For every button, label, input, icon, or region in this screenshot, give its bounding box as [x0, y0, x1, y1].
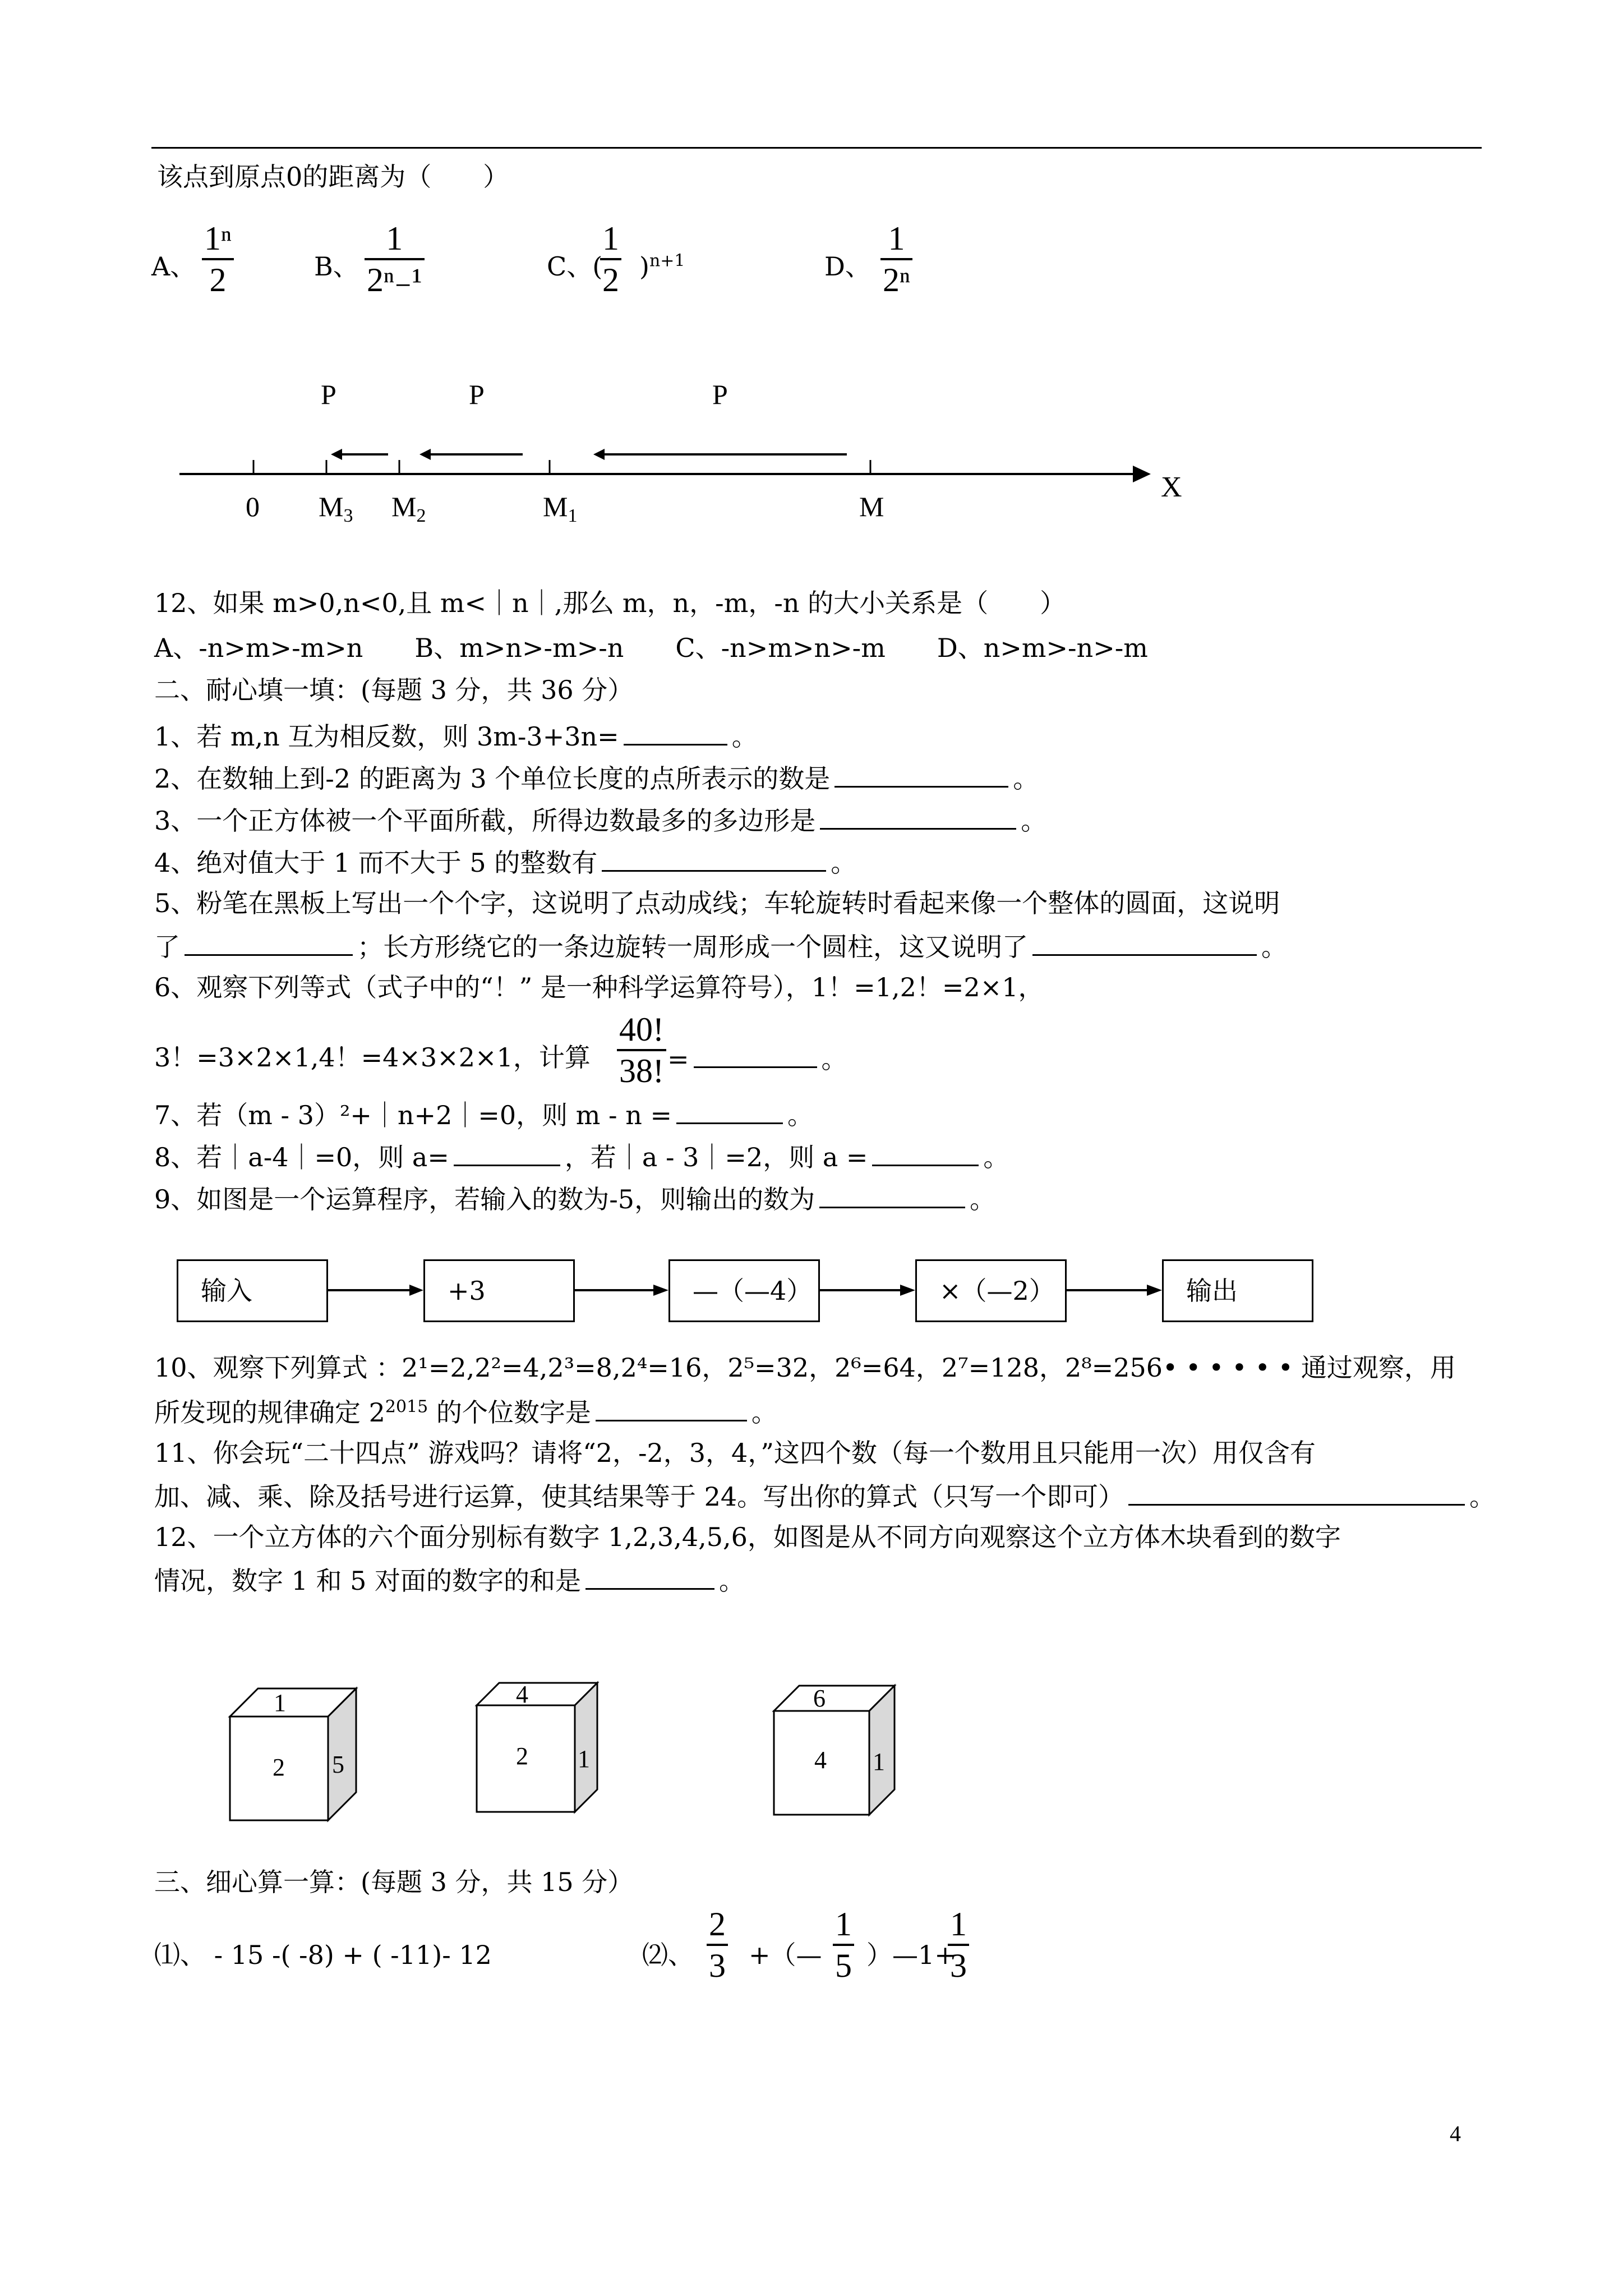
- answer-blank-2[interactable]: [834, 760, 1008, 788]
- answer-blank-5a[interactable]: [185, 928, 353, 956]
- answer-blank-8b[interactable]: [872, 1139, 979, 1166]
- s2-q8: 8、若｜a-4｜=0，则 a= ，若｜a - 3｜=2，则 a = 。: [154, 1139, 1009, 1174]
- cube-3-top-label: 6: [813, 1685, 826, 1712]
- s2-q10-line1: 10、观察下列算式 ：2¹=2,2²=4,2³=8,2⁴=16，2⁵=32，2⁶=64，2⁷=128，2⁸=256••••••通过观察，用: [154, 1352, 1456, 1383]
- option-b: B、: [314, 251, 359, 282]
- tick-label-m2: $M_2$: [391, 491, 426, 526]
- s3-p2-frac3: $\frac{1}{3}$: [948, 1904, 969, 1985]
- cube-1-front-label: 2: [273, 1754, 285, 1781]
- move-arrowhead-1: [331, 449, 342, 460]
- p-label-2: P: [469, 379, 485, 410]
- cubes-figure: [213, 1677, 1110, 1846]
- s2-q12-line1: 12、一个立方体的六个面分别标有数字 1,2,3,4,5,6，如图是从不同方向观察这个立方体木块看到的数字: [154, 1522, 1341, 1552]
- section3-title: 三、细心算一算：(每题 3 分，共 15 分）: [154, 1867, 634, 1897]
- tick-label-m3: $M_3$: [319, 491, 353, 526]
- option-a-fraction: $\frac{\text{1ⁿ}}{2}$: [202, 219, 234, 300]
- cube-2: [477, 1681, 597, 1812]
- cube-1-top-label: 1: [274, 1689, 286, 1717]
- cube-1: [230, 1688, 356, 1820]
- cube-2-side-label: 1: [578, 1745, 590, 1773]
- s2-q11-line1: 11、你会玩“二十四点” 游戏吗？请将“2，-2，3，4，”这四个数（每一个数用且只能用一次）用仅含有: [154, 1438, 1316, 1468]
- tick-label-0: 0: [246, 491, 260, 522]
- answer-blank-9[interactable]: [819, 1181, 965, 1208]
- flow-box-times-neg2: ×（—2）: [915, 1259, 1067, 1322]
- s2-q2: 2、在数轴上到-2 的距离为 3 个单位长度的点所表示的数是 。: [154, 760, 1039, 795]
- option-b-fraction: $\frac{1}{\text{2ⁿ₋¹}}$: [365, 219, 425, 300]
- q12-stem: 12、如果 m>0,n<0,且 m<｜n｜,那么 m，n，-m，-n 的大小关系是（ ）: [154, 588, 1066, 618]
- answer-blank-12[interactable]: [585, 1562, 714, 1590]
- s3-p2-frac1: $\frac{2}{3}$: [707, 1904, 728, 1985]
- flow-box-plus3: +3: [423, 1259, 575, 1322]
- axis-arrowhead: [1133, 466, 1151, 482]
- section2-title: 二、耐心填一填：(每题 3 分，共 36 分）: [154, 675, 634, 705]
- s2-q11-line2: 加、减、乘、除及括号进行运算，使其结果等于 24。写出你的算式（只写一个即可） 。: [154, 1478, 1495, 1513]
- option-c-tail: )$^{n+1}$: [639, 251, 685, 282]
- s2-q5-line2: 了 ；长方形绕它的一条边旋转一周形成一个圆柱，这又说明了 。: [154, 928, 1287, 964]
- s2-q10-line2: 所发现的规律确定 $2^{2015}$ 的个位数字是 。: [154, 1394, 777, 1429]
- answer-blank-10[interactable]: [596, 1394, 747, 1421]
- option-c-fraction: $\frac{1}{2}$: [600, 219, 621, 300]
- cube-3: [774, 1685, 895, 1815]
- q12-options: A、-n>m>-m>n B、m>n>-m>-n C、-n>m>n>-m D、n>m>-n>-m: [154, 633, 1148, 663]
- s2-q4: 4、绝对值大于 1 而不大于 5 的整数有 。: [154, 844, 856, 880]
- answer-blank-5b[interactable]: [1032, 928, 1257, 956]
- move-arrowhead-3: [593, 449, 605, 460]
- q11-stem: 该点到原点0的距离为（ ）: [157, 162, 509, 192]
- option-a: A、: [151, 251, 196, 282]
- axis-x-label: X: [1161, 471, 1182, 503]
- option-d-fraction: $\frac{1}{\text{2ⁿ}}$: [880, 219, 912, 300]
- answer-blank-3[interactable]: [820, 802, 1016, 830]
- p-label-3: P: [712, 379, 728, 410]
- flow-box-input: 输入: [177, 1259, 328, 1322]
- q6-fraction: $\frac{40!}{38!}$: [617, 1010, 666, 1091]
- page-number: 4: [1450, 2121, 1461, 2146]
- s2-q3: 3、一个正方体被一个平面所截，所得边数最多的多边形是 。: [154, 802, 1046, 838]
- answer-blank-7[interactable]: [676, 1097, 783, 1124]
- s2-q6-line1: 6、观察下列等式（式子中的“！” 是一种科学运算符号），1！=1,2！=2×1，: [154, 972, 1044, 1002]
- cube-2-front-label: 2: [516, 1742, 528, 1770]
- cube-1-side-label: 5: [332, 1751, 344, 1778]
- s2-q12-line2: 情况，数字 1 和 5 对面的数字的和是 。: [154, 1562, 745, 1598]
- flow-box-minus-neg4: —（—4）: [668, 1259, 820, 1322]
- option-c: C、(: [547, 251, 603, 282]
- flow-arrows: [325, 1279, 1166, 1301]
- s2-q9: 9、如图是一个运算程序，若输入的数为-5，则输出的数为 。: [154, 1181, 995, 1216]
- cube-3-side-label: 1: [873, 1748, 885, 1775]
- cube-3-front-label: 4: [814, 1746, 827, 1774]
- answer-blank-4[interactable]: [602, 844, 826, 872]
- s3-p2-frac2: $\frac{1}{5}$: [833, 1904, 854, 1985]
- option-d: D、: [824, 251, 871, 282]
- p-label-1: P: [321, 379, 336, 410]
- header-rule: [151, 147, 1482, 149]
- s3-problems: [154, 1904, 1052, 2000]
- ellipsis-dots: ••••••: [1163, 1352, 1301, 1383]
- s3-p2-label: ⑵、: [642, 1940, 694, 1970]
- answer-blank-8a[interactable]: [454, 1139, 560, 1166]
- tick-label-m1: $M_1$: [543, 491, 578, 526]
- s2-q7: 7、若（m - 3）²+｜n+2｜=0，则 m - n = 。: [154, 1097, 813, 1132]
- answer-blank-11[interactable]: [1128, 1478, 1465, 1506]
- answer-blank-6[interactable]: [694, 1041, 817, 1068]
- cube-2-top-label: 4: [516, 1681, 528, 1708]
- s3-p2-tail: ）—1+: [866, 1940, 956, 1970]
- s3-p1: ⑴、 - 15 -( -8) + ( -11)- 12: [154, 1940, 492, 1970]
- flow-box-output: 输出: [1162, 1259, 1313, 1322]
- number-axis-figure: [168, 370, 1234, 550]
- s3-p2-mid: +（—: [749, 1940, 822, 1970]
- s2-q5-line1: 5、粉笔在黑板上写出一个个字，这说明了点动成线；车轮旋转时看起来像一个整体的圆面，这说明: [154, 888, 1280, 918]
- answer-blank-1[interactable]: [624, 718, 727, 746]
- tick-label-m: M: [859, 491, 884, 522]
- s2-q1: 1、若 m,n 互为相反数，则 3m-3+3n= 。: [154, 718, 758, 753]
- move-arrowhead-2: [419, 449, 431, 460]
